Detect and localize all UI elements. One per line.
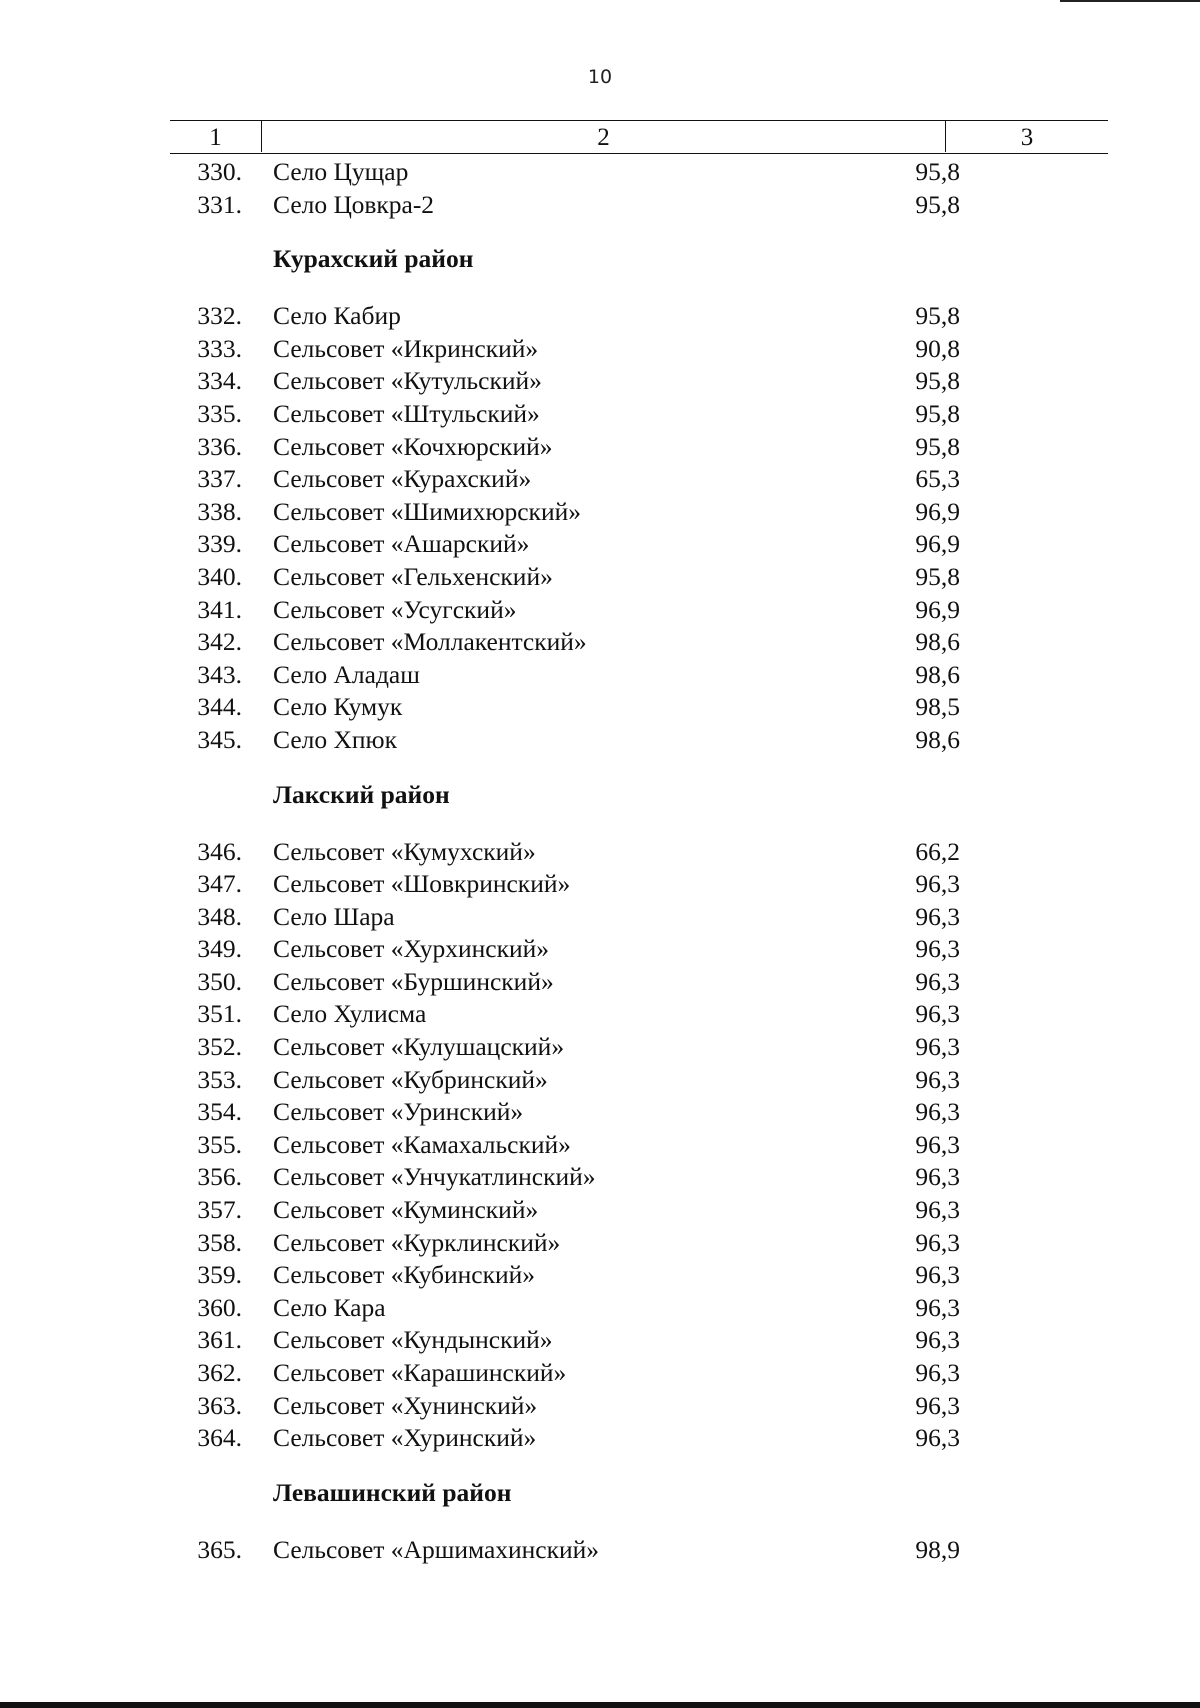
- row-value: 96,3: [915, 1129, 960, 1159]
- row-number: 346.: [197, 836, 242, 866]
- row-number: 365.: [197, 1534, 242, 1564]
- row-name: Сельсовет «Карашинский»: [273, 1358, 567, 1387]
- row-number: 360.: [197, 1292, 242, 1322]
- row-number: 356.: [197, 1162, 242, 1192]
- table-row: [0, 868, 1200, 901]
- row-number: 337.: [197, 464, 242, 494]
- row-number: 361.: [197, 1325, 242, 1355]
- table-row: [0, 1324, 1200, 1357]
- header-col-3: 3: [1020, 124, 1034, 151]
- row-number: 330.: [197, 157, 242, 186]
- row-number: 348.: [197, 901, 242, 931]
- row-number: 340.: [197, 561, 242, 591]
- row-value: 96,3: [915, 1162, 960, 1192]
- district-section: [0, 1455, 1200, 1534]
- row-name: Село Хпюк: [273, 724, 397, 754]
- table-row: [0, 1259, 1200, 1292]
- row-name: Село Кара: [273, 1292, 386, 1322]
- row-name: Сельсовет «Кулушацский»: [273, 1032, 565, 1062]
- table-header: [170, 120, 1108, 154]
- table-row: [0, 594, 1200, 627]
- district-title: Лакский район: [273, 779, 450, 809]
- row-name: Сельсовет «Штульский»: [273, 398, 540, 428]
- row-number: 342.: [197, 627, 242, 657]
- row-number: 344.: [197, 692, 242, 722]
- row-value: 95,8: [915, 561, 960, 591]
- table-row: [0, 431, 1200, 464]
- row-name: Сельсовет «Хунинский»: [273, 1390, 538, 1420]
- row-value: 98,6: [915, 627, 960, 657]
- table-row: [0, 398, 1200, 431]
- district-title: Курахский район: [273, 244, 474, 274]
- table-row: [0, 1227, 1200, 1260]
- row-name: Сельсовет «Хурхинский»: [273, 934, 550, 964]
- row-value: 96,3: [915, 869, 960, 899]
- row-value: 96,3: [915, 1423, 960, 1453]
- row-number: 338.: [197, 496, 242, 526]
- row-value: 95,8: [915, 189, 960, 219]
- scan-border-bottom: [0, 1702, 1200, 1708]
- row-value: 98,6: [915, 659, 960, 689]
- row-value: 96,3: [915, 1292, 960, 1322]
- row-number: 345.: [197, 724, 242, 754]
- row-name: Сельсовет «Усугский»: [273, 594, 517, 624]
- row-value: 96,3: [915, 1227, 960, 1257]
- row-value: 96,3: [915, 1097, 960, 1127]
- row-name: Сельсовет «Моллакентский»: [273, 627, 587, 657]
- table-row: [0, 626, 1200, 659]
- row-value: 96,3: [915, 966, 960, 996]
- table-row: [0, 189, 1200, 222]
- row-value: 95,8: [915, 366, 960, 396]
- row-name: Сельсовет «Ашарский»: [273, 529, 530, 559]
- row-number: 333.: [197, 333, 242, 363]
- row-name: Сельсовет «Аршимахинский»: [273, 1534, 600, 1564]
- row-name: Сельсовет «Курахский»: [273, 464, 532, 494]
- row-number: 363.: [197, 1390, 242, 1420]
- row-value: 96,9: [915, 529, 960, 559]
- table-row: [0, 1064, 1200, 1097]
- row-name: Сельсовет «Шовкринский»: [273, 869, 571, 899]
- table-row: [0, 1357, 1200, 1390]
- row-value: 96,3: [915, 999, 960, 1029]
- row-number: 351.: [197, 999, 242, 1029]
- row-name: Сельсовет «Кочхюрский»: [273, 431, 553, 461]
- row-number: 359.: [197, 1260, 242, 1290]
- table-row: [0, 1534, 1200, 1567]
- row-name: Сельсовет «Икринский»: [273, 333, 539, 363]
- row-value: 96,3: [915, 1390, 960, 1420]
- row-number: 364.: [197, 1423, 242, 1453]
- row-number: 353.: [197, 1064, 242, 1094]
- table-row: [0, 933, 1200, 966]
- table-row: [0, 528, 1200, 561]
- row-number: 336.: [197, 431, 242, 461]
- row-name: Сельсовет «Кумухский»: [273, 836, 536, 866]
- row-name: Сельсовет «Кубринский»: [273, 1064, 548, 1094]
- table-row: [0, 1390, 1200, 1423]
- row-number: 352.: [197, 1032, 242, 1062]
- row-value: 96,3: [915, 1358, 960, 1387]
- table-row: [0, 836, 1200, 869]
- district-section: [0, 221, 1200, 300]
- row-value: 96,3: [915, 1032, 960, 1062]
- row-name: Сельсовет «Шимихюрский»: [273, 496, 581, 526]
- row-value: 96,3: [915, 934, 960, 964]
- district-title: Левашинский район: [273, 1477, 512, 1507]
- row-value: 95,8: [915, 398, 960, 428]
- table-row: [0, 1129, 1200, 1162]
- row-number: 349.: [197, 934, 242, 964]
- row-name: Сельсовет «Кубинский»: [273, 1260, 536, 1290]
- table-body: [0, 156, 1200, 1566]
- row-value: 96,9: [915, 496, 960, 526]
- table-row: [0, 998, 1200, 1031]
- header-col-1: 1: [170, 121, 262, 152]
- table-row: [0, 463, 1200, 496]
- row-value: 90,8: [915, 333, 960, 363]
- row-value: 96,3: [915, 1195, 960, 1225]
- row-name: Сельсовет «Буршинский»: [273, 966, 554, 996]
- table-row: [0, 1096, 1200, 1129]
- header-col-2: 2: [262, 121, 946, 152]
- table-row: [0, 561, 1200, 594]
- row-name: Село Аладаш: [273, 659, 420, 689]
- row-name: Сельсовет «Куминский»: [273, 1195, 539, 1225]
- row-value: 65,3: [915, 464, 960, 494]
- row-number: 357.: [197, 1195, 242, 1225]
- row-number: 362.: [197, 1358, 242, 1387]
- row-value: 95,8: [915, 431, 960, 461]
- row-name: Сельсовет «Гельхенский»: [273, 561, 553, 591]
- table-row: [0, 659, 1200, 692]
- row-value: 95,8: [915, 301, 960, 331]
- row-value: 66,2: [915, 836, 960, 866]
- row-name: Сельсовет «Хуринский»: [273, 1423, 537, 1453]
- row-name: Сельсовет «Кундынский»: [273, 1325, 553, 1355]
- row-number: 339.: [197, 529, 242, 559]
- table-row: [0, 724, 1200, 757]
- row-name: Сельсовет «Курклинский»: [273, 1227, 561, 1257]
- table-row: [0, 496, 1200, 529]
- row-value: 96,9: [915, 594, 960, 624]
- row-value: 98,5: [915, 692, 960, 722]
- table-row: [0, 365, 1200, 398]
- row-name: Сельсовет «Унчукатлинский»: [273, 1162, 596, 1192]
- row-name: Село Кумук: [273, 692, 403, 722]
- table-row: [0, 1161, 1200, 1194]
- row-name: Село Кабир: [273, 301, 401, 331]
- row-number: 354.: [197, 1097, 242, 1127]
- row-number: 332.: [197, 301, 242, 331]
- table-row: [0, 691, 1200, 724]
- row-name: Село Цущар: [273, 157, 409, 186]
- table-row: [0, 300, 1200, 333]
- table-row: [0, 156, 1200, 189]
- row-value: 98,6: [915, 724, 960, 754]
- row-name: Сельсовет «Камахальский»: [273, 1129, 571, 1159]
- row-name: Село Шара: [273, 901, 395, 931]
- row-name: Село Хулисма: [273, 999, 427, 1029]
- row-name: Село Цовкра-2: [273, 189, 435, 219]
- table-row: [0, 1422, 1200, 1455]
- row-value: 96,3: [915, 901, 960, 931]
- table-row: [0, 1194, 1200, 1227]
- row-number: 347.: [197, 869, 242, 899]
- table-row: [0, 1031, 1200, 1064]
- row-name: Сельсовет «Уринский»: [273, 1097, 524, 1127]
- row-value: 96,3: [915, 1325, 960, 1355]
- row-number: 343.: [197, 659, 242, 689]
- row-number: 334.: [197, 366, 242, 396]
- table-row: [0, 1292, 1200, 1325]
- row-number: 335.: [197, 398, 242, 428]
- table-row: [0, 901, 1200, 934]
- table-row: [0, 966, 1200, 999]
- row-value: 96,3: [915, 1260, 960, 1290]
- row-value: 96,3: [915, 1064, 960, 1094]
- row-number: 350.: [197, 966, 242, 996]
- table-row: [0, 333, 1200, 366]
- page-number: 10: [587, 66, 613, 88]
- row-number: 341.: [197, 594, 242, 624]
- row-name: Сельсовет «Кутульский»: [273, 366, 542, 396]
- district-section: [0, 757, 1200, 836]
- row-number: 355.: [197, 1129, 242, 1159]
- row-value: 95,8: [915, 157, 960, 186]
- scan-border-top: [1060, 0, 1200, 2]
- row-number: 331.: [197, 189, 242, 219]
- row-value: 98,9: [915, 1534, 960, 1564]
- row-number: 358.: [197, 1227, 242, 1257]
